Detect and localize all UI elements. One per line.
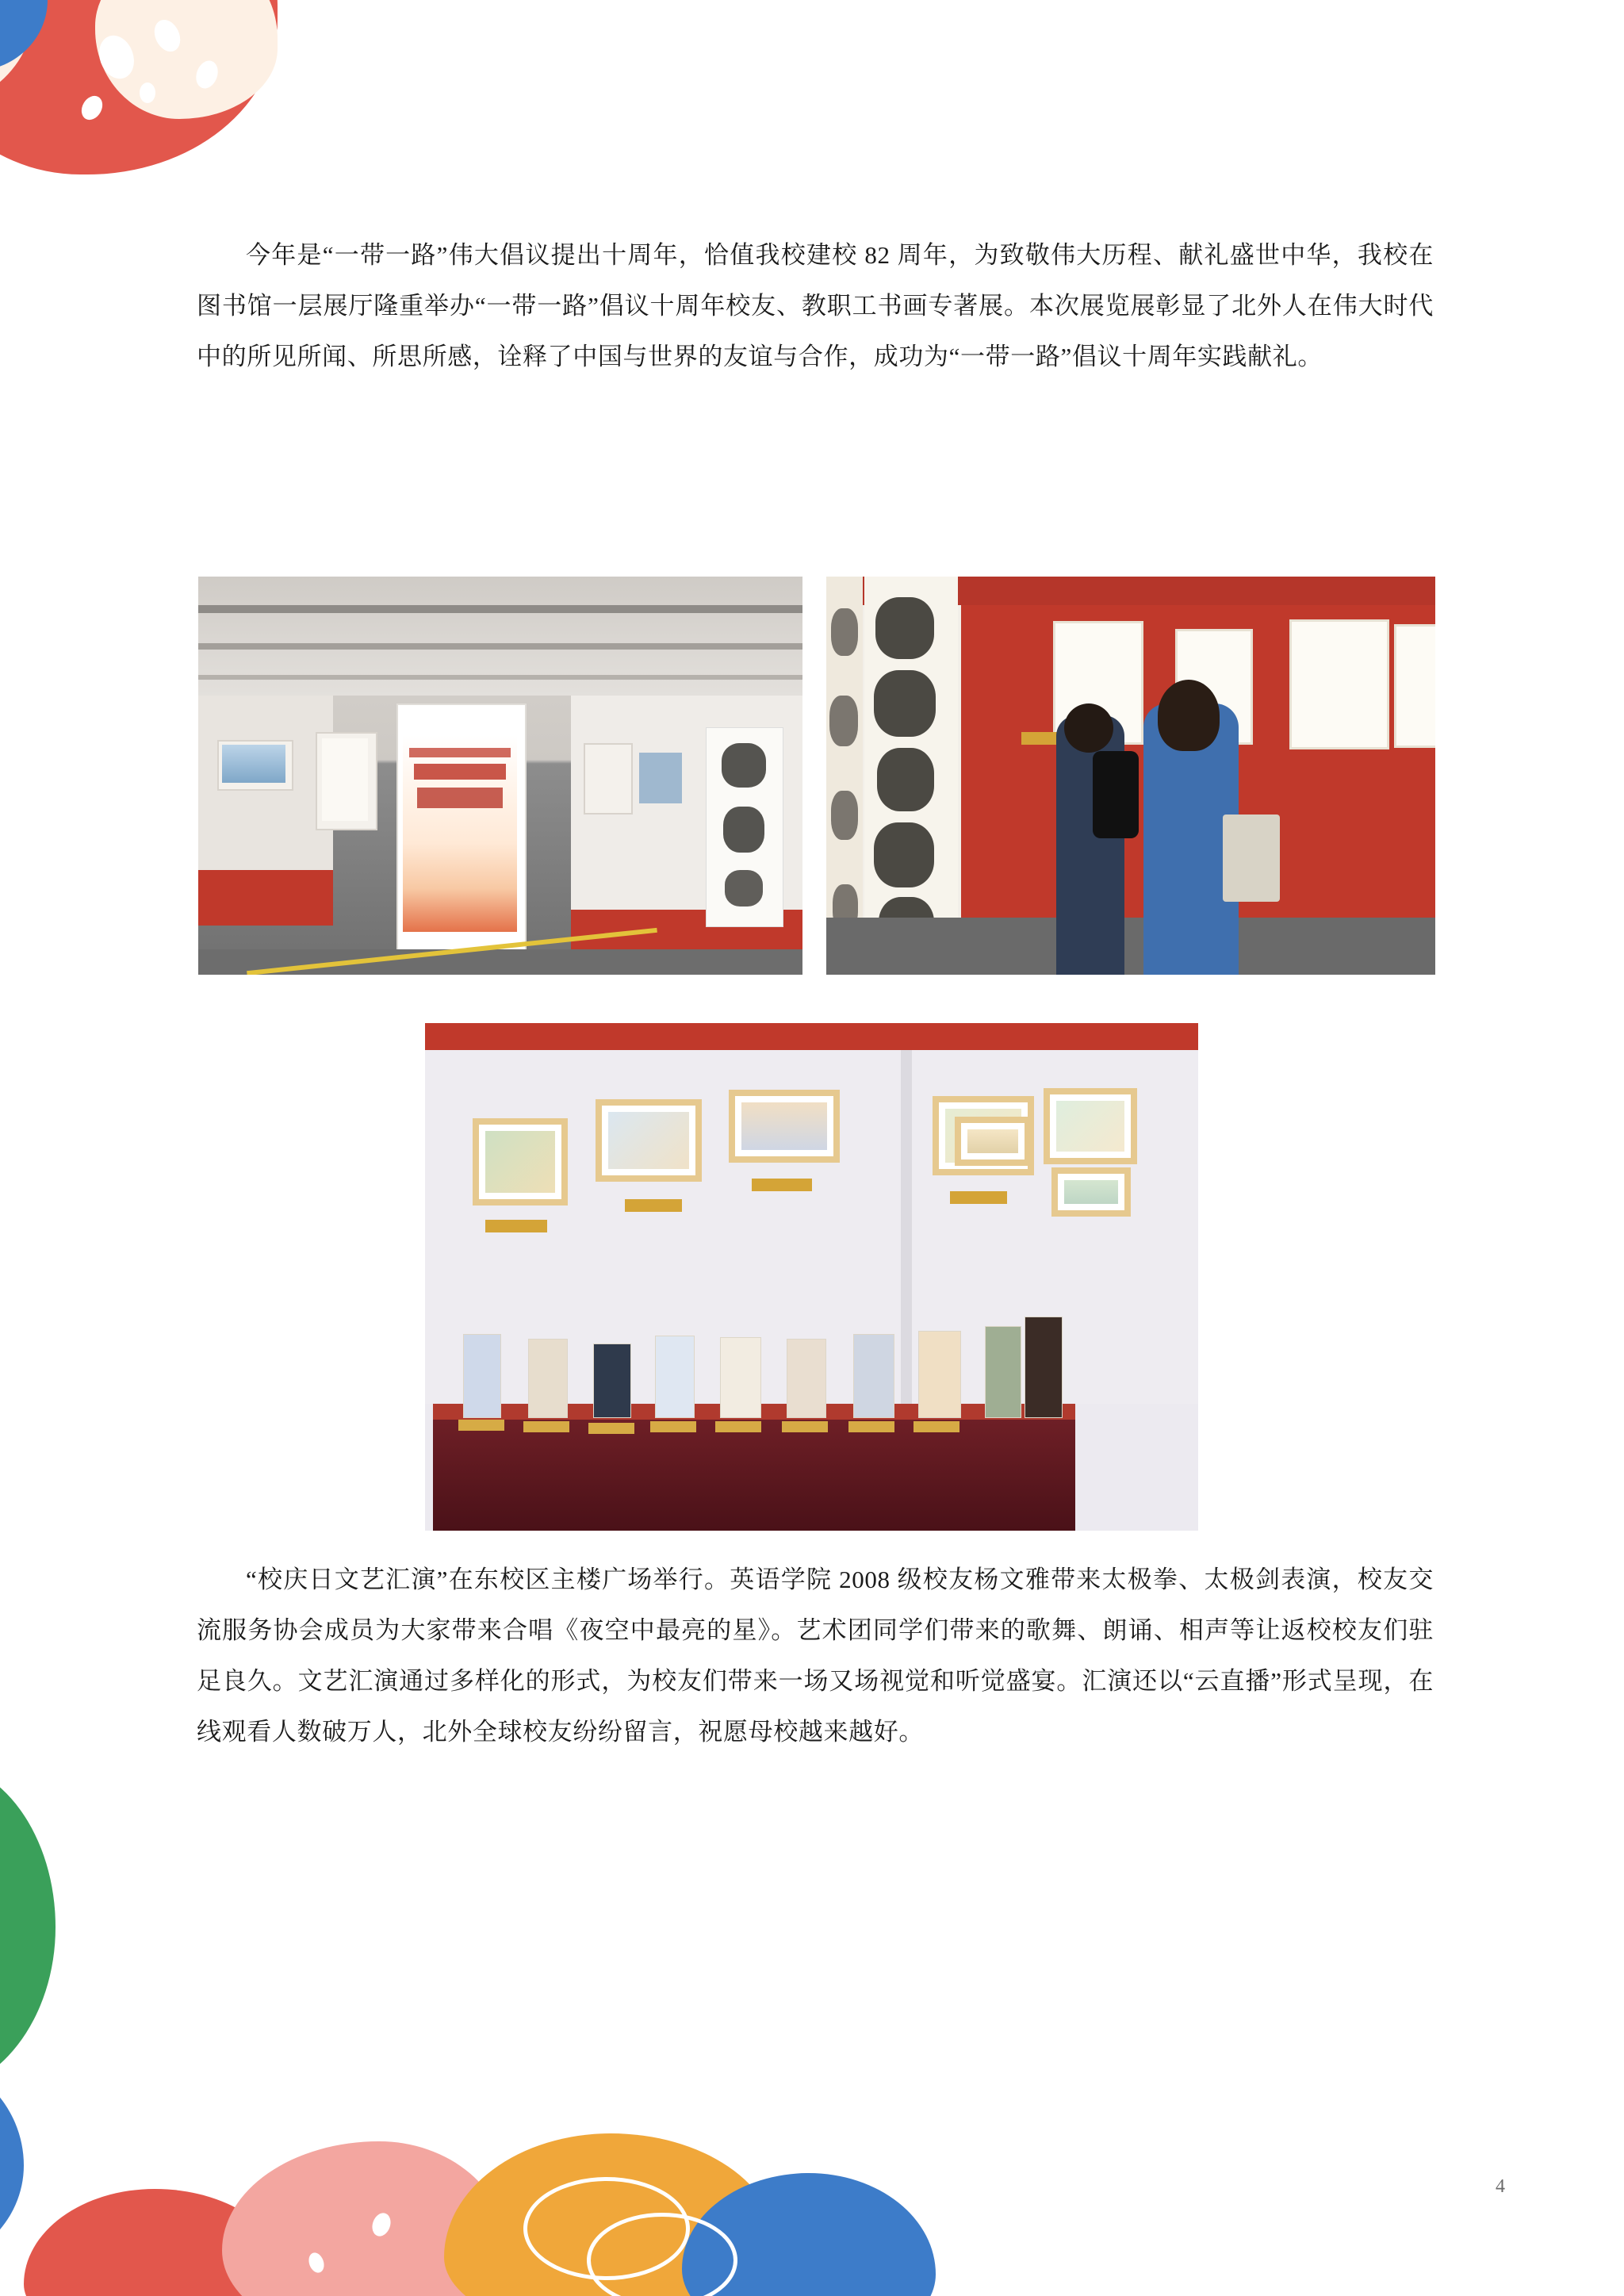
exhibition-hall-photo	[198, 577, 802, 975]
page-number: 4	[1496, 2176, 1505, 2197]
photo-row-top	[198, 577, 1435, 975]
paragraph-anniversary-performance: “校庆日文艺汇演”在东校区主楼广场举行。英语学院 2008 级校友杨文雅带来太极拳、太极剑表演，校友交流服务协会成员为大家带来合唱《夜空中最亮的星》。艺术团同学们带来的歌舞、朗诵、相声等让返校校友们驻足良久。文艺汇演通过多样化的形式，为校友们带来一场又场视觉和听觉盛宴。汇演还以“云直播”形式呈现，在线观看人数破万人，北外全球校友纷纷留言，祝愿母校越来越好。	[197, 1566, 1434, 1746]
artwork-and-books-display-photo	[425, 1023, 1198, 1531]
paragraph-belt-and-road-exhibition: 今年是“一带一路”伟大倡议提出十周年，恰值我校建校 82 周年，为致敬伟大历程、献礼盛世中华，我校在图书馆一层展厅隆重举办“一带一路”倡议十周年校友、教职工书画专著展。本次展览展彰显了北外人在伟大时代中的所见所闻、所思所感，诠释了中国与世界的友谊与合作，成功为“一带一路”倡议十周年实践献礼。	[197, 241, 1434, 370]
page-content	[197, 0, 1434, 2296]
calligraphy-visitors-photo	[826, 577, 1435, 975]
